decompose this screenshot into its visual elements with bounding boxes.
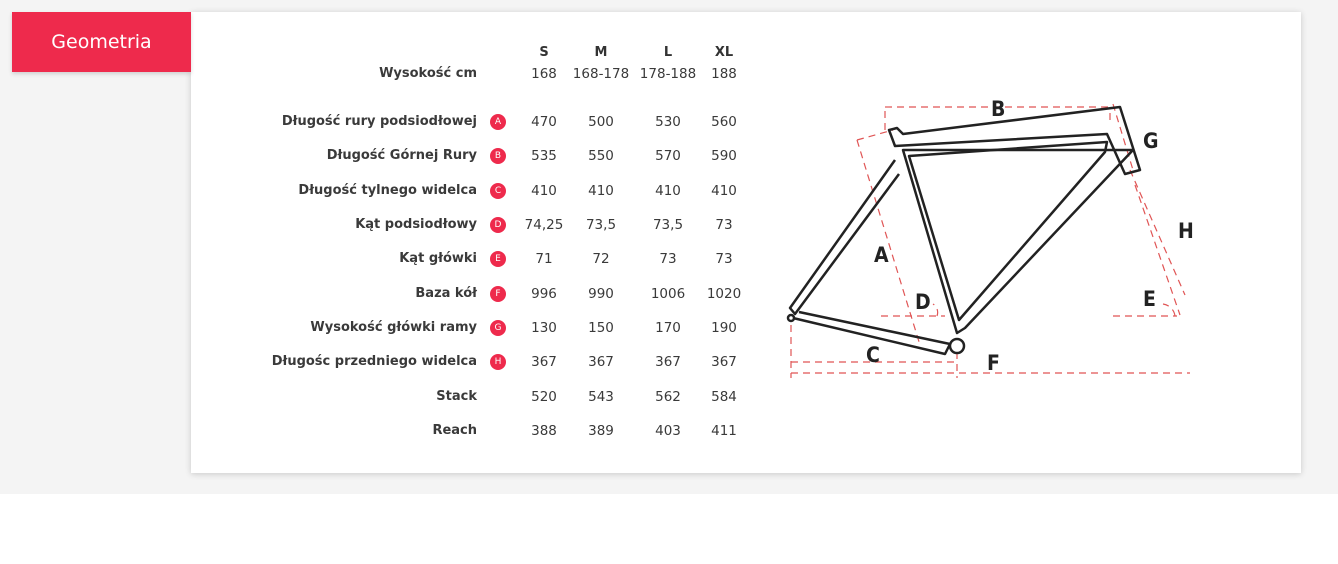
page-footer-band <box>0 494 1338 564</box>
value-s: 130 <box>531 320 557 336</box>
row-label: Długośc przedniego widelca <box>271 354 477 369</box>
value-m: 990 <box>588 286 614 302</box>
head-angle-arc <box>1163 304 1175 316</box>
badge-c: C <box>490 183 506 199</box>
badge-f: F <box>490 286 506 302</box>
row-label: Kąt główki <box>399 251 477 266</box>
diagram-label-b: B <box>991 97 1006 121</box>
diagram-label-d: D <box>915 290 931 314</box>
value-l: 367 <box>655 354 681 370</box>
value-m: 550 <box>588 148 614 164</box>
row-label: Długość tylnego widelca <box>298 183 477 198</box>
table-row-height <box>191 64 991 84</box>
value-xl: 1020 <box>706 286 742 302</box>
badge-e: E <box>490 251 506 267</box>
value-s: 520 <box>531 389 557 405</box>
value-m: 367 <box>588 354 614 370</box>
row-label: Długość rury podsiodłowej <box>281 114 477 129</box>
main-triangle-outer <box>903 150 1133 333</box>
row-label: Stack <box>436 389 477 404</box>
value-l: 410 <box>655 183 681 199</box>
row-label: Baza kół <box>415 286 477 301</box>
value-m: 73,5 <box>585 217 617 233</box>
row-label: Wysokość cm <box>379 66 477 81</box>
badge-a: A <box>490 114 506 130</box>
badge-h: H <box>490 354 506 370</box>
value-l: 170 <box>655 320 681 336</box>
value-l: 178-188 <box>639 66 697 82</box>
diagram-label-h: H <box>1178 219 1194 243</box>
value-s: 996 <box>531 286 557 302</box>
value-s: 367 <box>531 354 557 370</box>
badge-b: B <box>490 148 506 164</box>
badge-g: G <box>490 320 506 336</box>
value-l: 1006 <box>650 286 686 302</box>
value-s: 535 <box>531 148 557 164</box>
seat-stay <box>790 160 899 314</box>
value-s: 388 <box>531 423 557 439</box>
value-l: 570 <box>655 148 681 164</box>
dimension-lines <box>791 104 1190 378</box>
size-header-m: M <box>594 45 608 60</box>
value-s: 410 <box>531 183 557 199</box>
size-header-s: S <box>539 45 549 60</box>
value-xl: 410 <box>711 183 737 199</box>
value-m: 150 <box>588 320 614 336</box>
row-label: Reach <box>432 423 477 438</box>
main-triangle-inner <box>909 142 1107 320</box>
value-s: 71 <box>535 251 553 267</box>
badge-d: D <box>490 217 506 233</box>
rear-dropout <box>788 315 794 321</box>
row-label: Wysokość główki ramy <box>310 320 477 335</box>
value-l: 73 <box>659 251 677 267</box>
dimension-line-h2 <box>1135 185 1180 315</box>
value-xl: 584 <box>711 389 737 405</box>
diagram-label-e: E <box>1143 287 1156 311</box>
value-xl: 411 <box>711 423 737 439</box>
value-l: 562 <box>655 389 681 405</box>
row-label: Długość Górnej Rury <box>326 148 477 163</box>
value-xl: 73 <box>715 217 733 233</box>
bottom-bracket <box>950 339 964 353</box>
diagram-label-f: F <box>987 351 1000 375</box>
value-s: 74,25 <box>524 217 564 233</box>
row-label: Kąt podsiodłowy <box>355 217 477 232</box>
value-l: 530 <box>655 114 681 130</box>
value-m: 543 <box>588 389 614 405</box>
value-m: 410 <box>588 183 614 199</box>
diagram-label-a: A <box>874 243 889 267</box>
tab-geometry-label: Geometria <box>51 31 152 53</box>
value-s: 168 <box>531 66 557 82</box>
value-s: 470 <box>531 114 557 130</box>
tab-geometry[interactable] <box>12 12 191 72</box>
value-l: 403 <box>655 423 681 439</box>
frame-geometry-diagram <box>785 90 1195 390</box>
value-m: 389 <box>588 423 614 439</box>
value-m: 72 <box>592 251 610 267</box>
table-row-stack <box>191 387 991 407</box>
table-row-reach <box>191 421 991 441</box>
size-header-l: L <box>663 45 673 60</box>
top-tube <box>889 107 1140 174</box>
dimension-line-h <box>1130 170 1185 295</box>
value-m: 500 <box>588 114 614 130</box>
seat-angle-arc <box>933 304 938 316</box>
bike-frame <box>788 107 1140 354</box>
value-xl: 560 <box>711 114 737 130</box>
value-xl: 190 <box>711 320 737 336</box>
value-xl: 188 <box>711 66 737 82</box>
value-xl: 590 <box>711 148 737 164</box>
value-l: 73,5 <box>652 217 684 233</box>
size-header-xl: XL <box>714 45 734 60</box>
value-m: 168-178 <box>572 66 630 82</box>
value-xl: 367 <box>711 354 737 370</box>
diagram-label-c: C <box>866 343 880 367</box>
value-xl: 73 <box>715 251 733 267</box>
diagram-label-g: G <box>1143 129 1159 153</box>
dimension-tick-a <box>857 130 893 140</box>
